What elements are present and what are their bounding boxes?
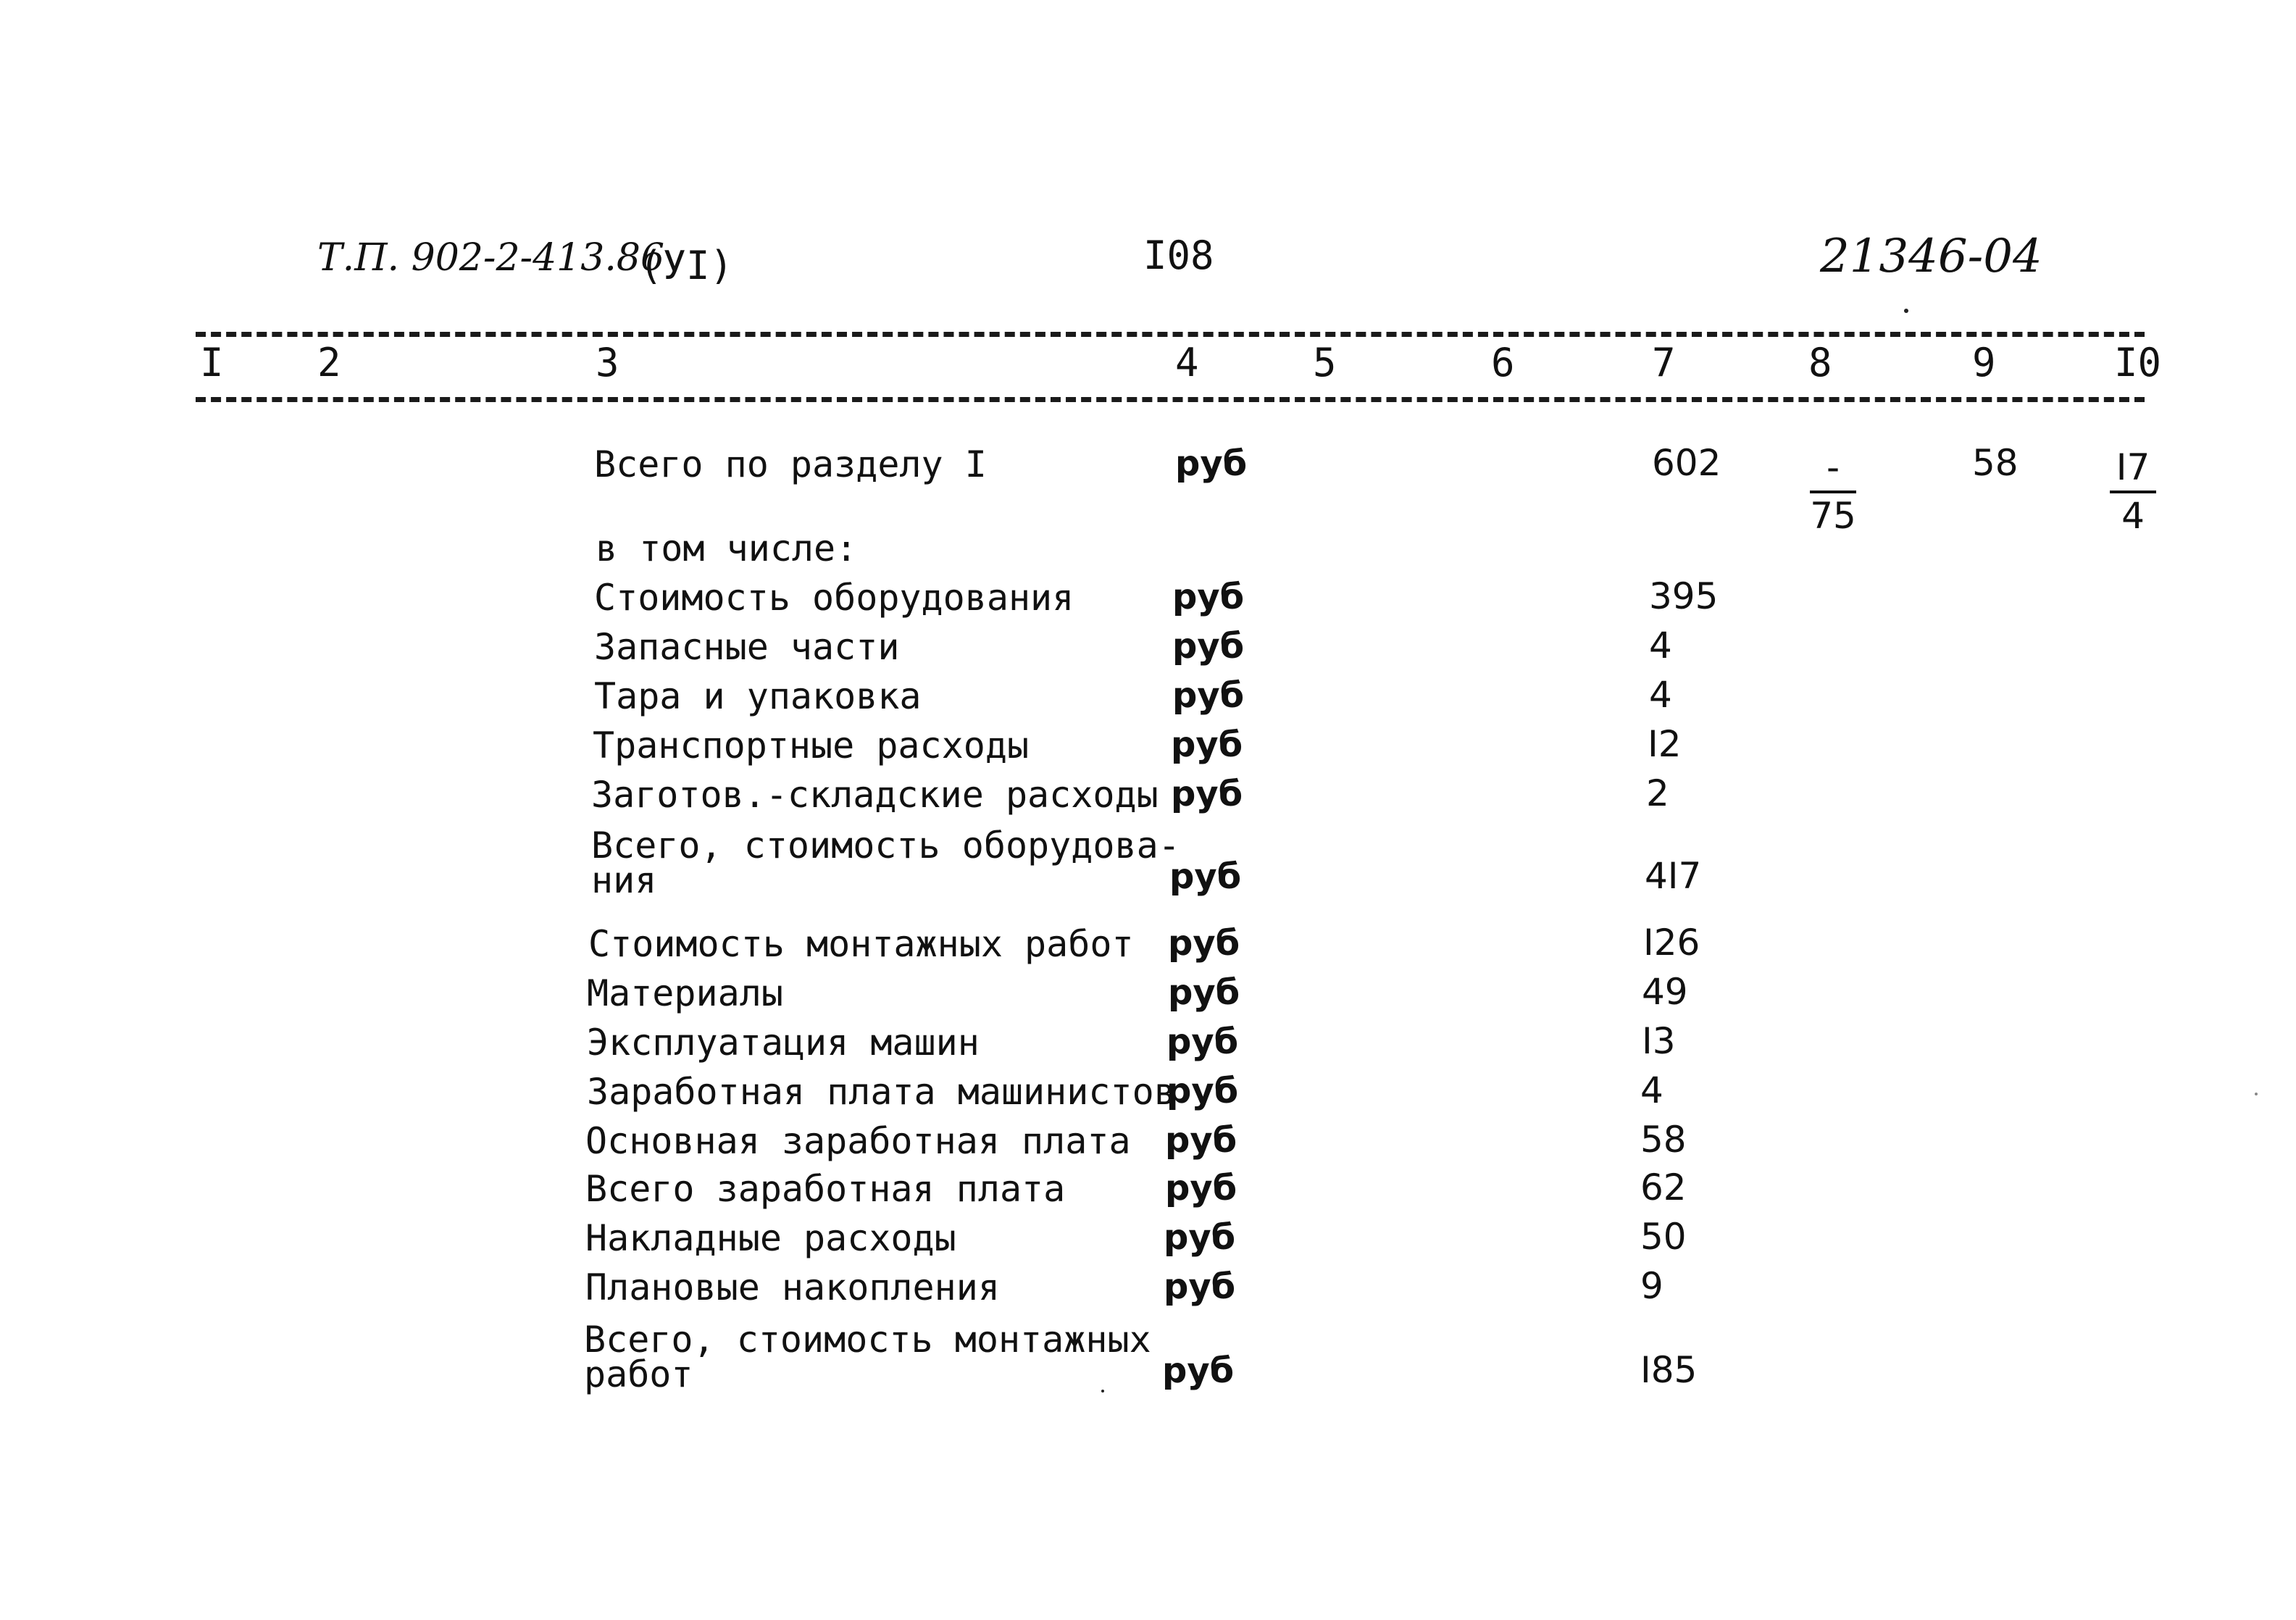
row-unit: руб <box>1162 1350 1235 1391</box>
row-label: Транспортные расходы <box>593 725 1030 767</box>
row-label: Заработная плата машинистов <box>587 1071 1176 1113</box>
row-unit: руб <box>1164 1217 1236 1258</box>
row-value: I26 <box>1643 922 1700 964</box>
row-label: Накладные расходы <box>585 1217 956 1259</box>
subheading: в том числе: <box>596 527 858 569</box>
fraction-denominator: 75 <box>1810 494 1856 537</box>
column-number: 3 <box>596 340 619 385</box>
row-unit: руб <box>1164 1266 1236 1307</box>
row-unit: руб <box>1165 1168 1237 1208</box>
row-unit: руб <box>1168 972 1240 1013</box>
row-label: Стоимость оборудования <box>594 577 1074 619</box>
table-top-rule <box>196 332 2145 337</box>
row-unit: руб <box>1169 856 1242 897</box>
column-number: 6 <box>1491 340 1515 385</box>
row-unit: руб <box>1171 774 1243 814</box>
column-number: I <box>200 340 224 385</box>
sheet-code: 21346-04 <box>1820 230 2042 283</box>
col10-fraction <box>2110 445 2156 538</box>
row-label-line2: работ <box>584 1353 693 1395</box>
row-unit: руб <box>1172 577 1245 617</box>
row-unit: руб <box>1172 626 1245 667</box>
row-value: 4I7 <box>1645 855 1702 897</box>
row-value: 62 <box>1640 1166 1687 1208</box>
row-label-line1: Всего, стоимость оборудова- <box>591 824 1180 867</box>
row-unit: руб <box>1166 1071 1239 1111</box>
row-value: 58 <box>1640 1119 1687 1161</box>
fraction-numerator: I7 <box>2110 445 2156 493</box>
column-number: 8 <box>1808 340 1832 385</box>
row-unit: руб <box>1171 725 1243 765</box>
row-value: 9 <box>1640 1265 1663 1307</box>
col8-fraction <box>1810 445 1856 538</box>
row-label: Плановые накопления <box>585 1266 1000 1308</box>
row-unit: руб <box>1166 1022 1239 1062</box>
row-unit: руб <box>1172 675 1245 716</box>
row-label: Запасные части <box>594 626 900 668</box>
row-label: Заготов.-складские расходы <box>591 774 1159 816</box>
ink-speck <box>1904 309 1908 313</box>
row-value: I3 <box>1642 1020 1676 1062</box>
row-value: I2 <box>1648 723 1682 765</box>
col9-value: 58 <box>1972 442 2019 484</box>
row-label: Эксплуатация машин <box>587 1022 980 1064</box>
page-number: I08 <box>1143 233 1214 278</box>
column-number: I0 <box>2114 340 2162 385</box>
row-unit: руб <box>1168 923 1240 964</box>
table-header-rule <box>196 397 2145 402</box>
column-number: 5 <box>1313 340 1337 385</box>
row-value: 50 <box>1640 1216 1687 1258</box>
fraction-denominator: 4 <box>2121 494 2145 537</box>
row-value: 395 <box>1649 575 1719 617</box>
row-label: Основная заработная плата <box>585 1120 1131 1162</box>
fraction-numerator: - <box>1810 445 1856 493</box>
row-value: 602 <box>1652 442 1721 484</box>
row-value: 2 <box>1646 772 1669 814</box>
row-value: 4 <box>1640 1069 1663 1111</box>
row-value: 49 <box>1642 971 1688 1013</box>
document-code: Т.П. 902-2-413.86 <box>317 236 665 280</box>
row-label: Стоимость монтажных работ <box>588 923 1134 965</box>
row-value: 4 <box>1649 674 1672 716</box>
row-label: Материалы <box>587 972 783 1014</box>
row-label: Всего по разделу I <box>594 443 987 485</box>
volume-label: (УI) <box>639 243 734 288</box>
row-label-line1: Всего, стоимость монтажных <box>584 1319 1151 1361</box>
row-label: Тара и упаковка <box>594 675 922 717</box>
column-number: 7 <box>1652 340 1676 385</box>
row-value: 4 <box>1649 625 1672 667</box>
row-unit: руб <box>1175 443 1248 484</box>
ink-speck <box>1101 1390 1104 1393</box>
ink-speck <box>2255 1093 2258 1095</box>
row-label: Всего заработная плата <box>585 1168 1066 1210</box>
row-unit: руб <box>1165 1120 1237 1161</box>
column-number: 2 <box>317 340 341 385</box>
column-number: 4 <box>1175 340 1199 385</box>
column-number: 9 <box>1972 340 1996 385</box>
row-value: I85 <box>1640 1349 1698 1391</box>
row-label-line2: ния <box>591 859 657 901</box>
